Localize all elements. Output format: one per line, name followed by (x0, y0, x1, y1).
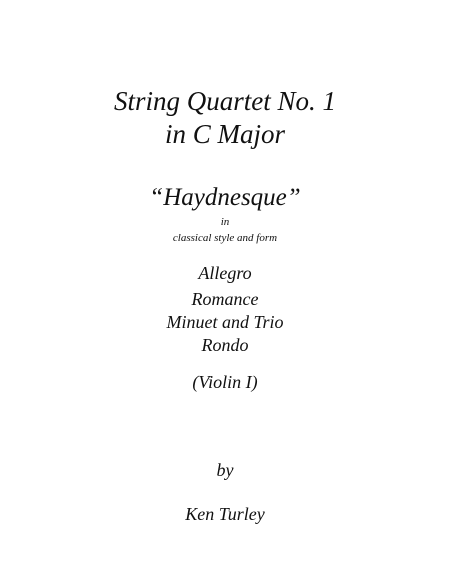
composer-name: Ken Turley (185, 504, 265, 524)
movement-3: Minuet and Trio (166, 312, 284, 332)
movement-4: Rondo (201, 335, 249, 355)
by-label: by (216, 460, 234, 480)
movement-1: Allegro (198, 263, 252, 283)
style-in: in (220, 216, 230, 228)
instrument-part: (Violin I) (192, 372, 258, 392)
nickname: “Haydnesque” (149, 184, 301, 211)
style-description: classical style and form (172, 232, 278, 244)
title-line-2: in C Major (164, 119, 285, 149)
movement-2: Romance (191, 289, 259, 309)
title-line-1: String Quartet No. 1 (113, 86, 336, 116)
